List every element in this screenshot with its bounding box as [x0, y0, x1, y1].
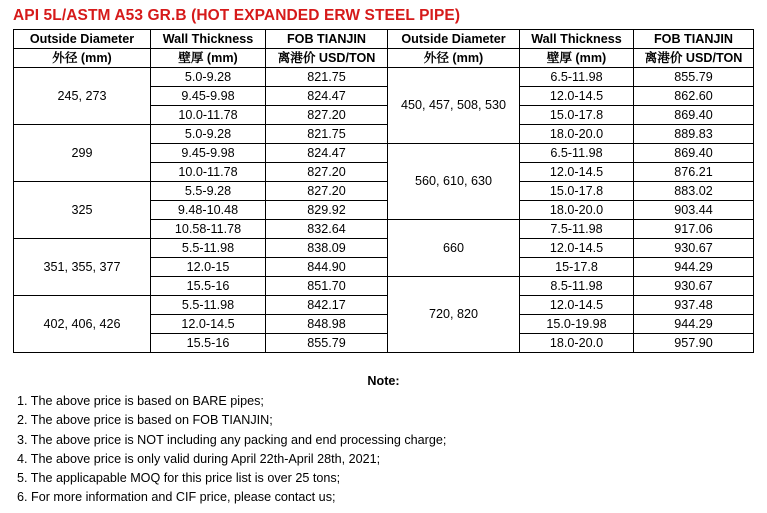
fob-price-cell: 824.47	[266, 144, 388, 163]
notes-list	[17, 392, 446, 508]
fob-price-cell: 957.90	[634, 334, 754, 353]
header-outside-diameter-cn: 外径 (mm)	[14, 49, 151, 68]
wall-thickness-cell: 9.45-9.98	[151, 87, 266, 106]
outside-diameter-cell: 660	[388, 220, 520, 277]
fob-price-cell: 944.29	[634, 258, 754, 277]
fob-price-cell: 842.17	[266, 296, 388, 315]
fob-price-cell: 844.90	[266, 258, 388, 277]
outside-diameter-cell: 450, 457, 508, 530	[388, 68, 520, 144]
table-row	[14, 68, 754, 87]
wall-thickness-cell: 8.5-11.98	[520, 277, 634, 296]
table-row	[14, 296, 754, 315]
header-wall-thickness: Wall Thickness	[520, 30, 634, 49]
header-outside-diameter: Outside Diameter	[388, 30, 520, 49]
wall-thickness-cell: 5.5-9.28	[151, 182, 266, 201]
fob-price-cell: 889.83	[634, 125, 754, 144]
wall-thickness-cell: 10.58-11.78	[151, 220, 266, 239]
wall-thickness-cell: 5.5-11.98	[151, 296, 266, 315]
fob-price-cell: 937.48	[634, 296, 754, 315]
wall-thickness-cell: 5.0-9.28	[151, 68, 266, 87]
wall-thickness-cell: 15.0-19.98	[520, 315, 634, 334]
wall-thickness-cell: 5.5-11.98	[151, 239, 266, 258]
page-title: API 5L/ASTM A53 GR.B (HOT EXPANDED ERW STEEL PIPE)	[13, 7, 461, 24]
price-table	[13, 29, 754, 353]
fob-price-cell: 821.75	[266, 68, 388, 87]
fob-price-cell: 824.47	[266, 87, 388, 106]
wall-thickness-cell: 6.5-11.98	[520, 68, 634, 87]
fob-price-cell: 903.44	[634, 201, 754, 220]
table-row	[14, 239, 754, 258]
header-fob: FOB TIANJIN	[634, 30, 754, 49]
fob-price-cell: 855.79	[266, 334, 388, 353]
wall-thickness-cell: 18.0-20.0	[520, 125, 634, 144]
outside-diameter-cell: 351, 355, 377	[14, 239, 151, 296]
fob-price-cell: 944.29	[634, 315, 754, 334]
header-row-cn	[14, 49, 754, 68]
note-item: 5. The applicapable MOQ for this price list is over 25 tons;	[17, 471, 341, 486]
header-fob: FOB TIANJIN	[266, 30, 388, 49]
table-row	[14, 125, 754, 144]
fob-price-cell: 827.20	[266, 182, 388, 201]
wall-thickness-cell: 15-17.8	[520, 258, 634, 277]
wall-thickness-cell: 12.0-14.5	[151, 315, 266, 334]
fob-price-cell: 930.67	[634, 277, 754, 296]
fob-price-cell: 855.79	[634, 68, 754, 87]
note-item: 1. The above price is based on BARE pipes;	[17, 394, 264, 408]
header-wall-thickness: Wall Thickness	[151, 30, 266, 49]
fob-price-cell: 832.64	[266, 220, 388, 239]
fob-price-cell: 821.75	[266, 125, 388, 144]
wall-thickness-cell: 12.0-14.5	[520, 87, 634, 106]
header-row-en	[14, 30, 754, 49]
note-item: 2. The above price is based on FOB TIANJIN;	[17, 413, 273, 428]
outside-diameter-cell: 245, 273	[14, 68, 151, 125]
wall-thickness-cell: 10.0-11.78	[151, 106, 266, 125]
table-row	[14, 182, 754, 201]
wall-thickness-cell: 15.5-16	[151, 334, 266, 353]
wall-thickness-cell: 15.5-16	[151, 277, 266, 296]
header-outside-diameter-cn: 外径 (mm)	[388, 49, 520, 68]
fob-price-cell: 838.09	[266, 239, 388, 258]
wall-thickness-cell: 12.0-14.5	[520, 296, 634, 315]
wall-thickness-cell: 9.45-9.98	[151, 144, 266, 163]
wall-thickness-cell: 12.0-15	[151, 258, 266, 277]
note-item: 3. The above price is NOT including any packing and end processing charge;	[17, 432, 447, 447]
fob-price-cell: 851.70	[266, 277, 388, 296]
note-title: Note:	[367, 374, 400, 388]
fob-price-cell: 829.92	[266, 201, 388, 220]
wall-thickness-cell: 18.0-20.0	[520, 334, 634, 353]
fob-price-cell: 862.60	[634, 87, 754, 106]
wall-thickness-cell: 9.48-10.48	[151, 201, 266, 220]
outside-diameter-cell: 560, 610, 630	[388, 144, 520, 220]
fob-price-cell: 827.20	[266, 106, 388, 125]
fob-price-cell: 876.21	[634, 163, 754, 182]
fob-price-cell: 848.98	[266, 315, 388, 334]
outside-diameter-cell: 720, 820	[388, 277, 520, 353]
wall-thickness-cell: 18.0-20.0	[520, 201, 634, 220]
wall-thickness-cell: 12.0-14.5	[520, 239, 634, 258]
wall-thickness-cell: 6.5-11.98	[520, 144, 634, 163]
note-item: 4. The above price is only valid during April 22th-April 28th, 2021;	[17, 451, 381, 466]
wall-thickness-cell: 10.0-11.78	[151, 163, 266, 182]
fob-price-cell: 827.20	[266, 163, 388, 182]
wall-thickness-cell: 7.5-11.98	[520, 220, 634, 239]
fob-price-cell: 930.67	[634, 239, 754, 258]
fob-price-cell: 917.06	[634, 220, 754, 239]
header-outside-diameter: Outside Diameter	[14, 30, 151, 49]
fob-price-cell: 883.02	[634, 182, 754, 201]
wall-thickness-cell: 15.0-17.8	[520, 182, 634, 201]
fob-price-cell: 869.40	[634, 144, 754, 163]
fob-price-cell: 869.40	[634, 106, 754, 125]
header-wall-thickness-cn: 壁厚 (mm)	[151, 49, 266, 68]
header-fob-cn: 离港价 USD/TON	[266, 49, 388, 68]
outside-diameter-cell: 299	[14, 125, 151, 182]
wall-thickness-cell: 15.0-17.8	[520, 106, 634, 125]
outside-diameter-cell: 325	[14, 182, 151, 239]
wall-thickness-cell: 5.0-9.28	[151, 125, 266, 144]
note-item: 6. For more information and CIF price, please contact us;	[17, 490, 336, 505]
wall-thickness-cell: 12.0-14.5	[520, 163, 634, 182]
outside-diameter-cell: 402, 406, 426	[14, 296, 151, 353]
header-fob-cn: 离港价 USD/TON	[634, 49, 754, 68]
header-wall-thickness-cn: 壁厚 (mm)	[520, 49, 634, 68]
price-table-body	[14, 68, 754, 353]
